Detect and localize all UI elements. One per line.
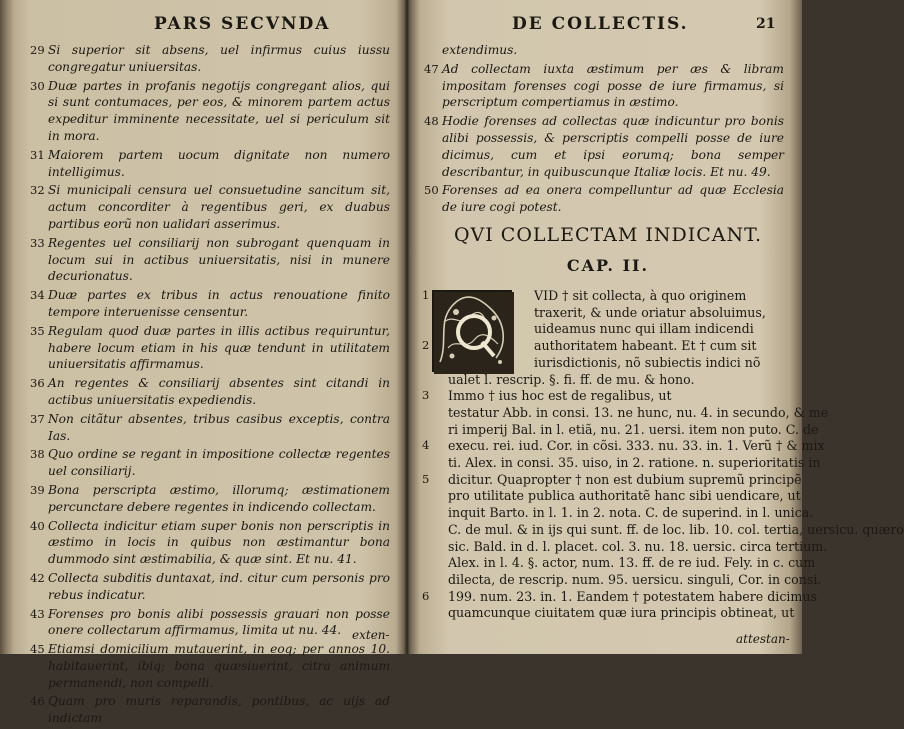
running-head-left: PARS SECVNDA xyxy=(154,14,331,34)
body-line: traxerit, & unde oriatur absoluimus, xyxy=(534,304,766,320)
margin-number: 4 xyxy=(422,438,430,453)
entry-text: Quam pro muris reparandis, pontibus, ac uijs ad indictam xyxy=(48,694,390,726)
chapter-title: QVI COLLECTAM INDICANT. xyxy=(453,224,763,246)
entry-number: 40 xyxy=(30,518,45,533)
summary-entry xyxy=(30,182,390,232)
catchword-left: exten- xyxy=(352,628,390,642)
entry-text: Regulam quod duæ partes in illis actibus requiruntur, habere locum etiam in his quæ tendunt in utilitatem uniuersitatis affirmamus. xyxy=(48,323,390,372)
summary-entry xyxy=(30,693,390,727)
entry-number: 33 xyxy=(30,235,45,250)
entry-number: 32 xyxy=(30,183,45,198)
entry-text: Regentes uel consiliarij non subrogant quenquam in locum sui in actibus uniuersitatis, nisi in munere decurionatus. xyxy=(48,235,390,284)
catchword-right: attestan- xyxy=(736,632,790,646)
left-page xyxy=(22,0,400,726)
entry-number: 35 xyxy=(30,323,45,338)
body-line: C. de mul. & in ijs qui sunt. ff. de loc. lib. 10. col. tertia, uersicu. quæro xyxy=(448,521,904,537)
left-summary-list xyxy=(30,42,390,729)
running-head-right: DE COLLECTIS. xyxy=(512,14,689,34)
entry-text: Si superior sit absens, uel infirmus cuius iussu congregatur uniuersitas. xyxy=(48,43,390,74)
summary-entry xyxy=(30,42,390,76)
entry-text: Maiorem partem uocum dignitate non numero intelligimus. xyxy=(48,147,390,179)
body-line: execu. rei. iud. Cor. in cõsi. 333. nu. 33. in. 1. Verũ † & mix xyxy=(448,438,825,454)
summary-entry xyxy=(424,113,784,180)
entry-number: 43 xyxy=(30,606,45,621)
body-line: dicitur. Quapropter † non est dubium supremũ principẽ xyxy=(448,471,802,487)
entry-number: 47 xyxy=(424,61,439,76)
entry-number: 30 xyxy=(30,78,45,93)
body-line: ti. Alex. in consi. 35. uiso, in 2. ratione. n. superioritatis in xyxy=(448,455,821,471)
summary-entry xyxy=(30,235,390,285)
right-summary-list xyxy=(424,42,784,218)
summary-entry xyxy=(30,78,390,145)
entry-number: 42 xyxy=(30,570,45,585)
entry-text: Non citãtur absentes, tribus casibus exceptis, contra Ias. xyxy=(48,411,390,443)
entry-number: 36 xyxy=(30,376,45,391)
body-line: inquit Barto. in l. 1. in 2. nota. C. de superind. in l. unica. xyxy=(448,505,814,521)
entry-text: Quo ordine se regant in impositione collectæ regentes uel consiliarij. xyxy=(48,447,390,479)
summary-entry xyxy=(424,61,784,111)
summary-entry xyxy=(30,570,390,604)
margin-number: 6 xyxy=(422,588,430,603)
body-line: testatur Abb. in consi. 13. ne hunc, nu. 4. in secundo, & me xyxy=(448,404,829,420)
margin-number: 1 xyxy=(422,288,430,302)
entry-number: 38 xyxy=(30,447,45,462)
entry-number: 50 xyxy=(424,183,439,198)
summary-entry xyxy=(30,446,390,480)
body-line: uideamus nunc qui illam indicendi xyxy=(534,321,754,337)
entry-text: Etiamsi domicilium mutauerint, in eoq; per annos 10. habitauerint, ibiq; bona quæsiuerint, citra animum permanendi, non compelli. xyxy=(48,642,390,690)
entry-number: 48 xyxy=(424,114,439,129)
margin-number: 3 xyxy=(422,388,430,403)
body-line: authoritatem habeant. Et † cum sit xyxy=(534,338,757,354)
entry-number: 34 xyxy=(30,288,45,303)
entry-text: An regentes & consiliarij absentes sint citandi in actibus uniuersitatis expediendis. xyxy=(48,376,390,407)
entry-text: Ad collectam iuxta æstimum per æs & libram impositam forenses cogi posse de iure firmamus, si perscriptum compertiamus in æstimo. xyxy=(442,61,784,110)
summary-entry xyxy=(30,606,390,640)
entry-text: Collecta indicitur etiam super bonis non perscriptis in æstimo in locis in quibus non æstimantur bona dummodo sint æstimabilia, & quæ sint. Et nu. 41. xyxy=(48,518,390,567)
entry-number: 37 xyxy=(30,411,45,426)
summary-entry xyxy=(30,482,390,516)
summary-entry xyxy=(424,182,784,216)
entry-number: 45 xyxy=(30,642,45,657)
entry-number: 31 xyxy=(30,147,45,162)
body-line: VID † sit collecta, à quo originem xyxy=(534,288,747,303)
chapter-number: CAP. II. xyxy=(566,256,650,275)
entry-number: 29 xyxy=(30,43,45,57)
body-line: sic. Bald. in d. l. placet. col. 3. nu. 18. uersic. circa tertium. xyxy=(448,538,828,554)
body-line: ualet l. rescrip. §. fi. ff. de mu. & hono. xyxy=(448,371,695,387)
margin-number: 2 xyxy=(422,338,430,353)
page-number: 21 xyxy=(756,16,776,32)
body-line: Immo † ius hoc est de regalibus, ut xyxy=(448,388,672,404)
entry-text: Duæ partes ex tribus in actus renouatione finito tempore interuenisse censentur. xyxy=(48,288,390,319)
entry-text: Bona perscripta æstimo, illorumq; æstimationem percunctare debere regentes in indicendo collectam. xyxy=(48,482,390,514)
body-line: dilecta, de rescrip. num. 95. uersicu. singuli, Cor. in consi. xyxy=(448,571,822,587)
summary-entry xyxy=(30,411,390,445)
right-page xyxy=(418,0,904,654)
body-line: Alex. in l. 4. §. actor, num. 13. ff. de re iud. Fely. in c. cum xyxy=(448,555,816,571)
summary-entry xyxy=(30,518,390,568)
margin-number: 5 xyxy=(422,471,430,486)
body-line: ri imperij Bal. in l. etiã, nu. 21. uersi. item non puto. C. de xyxy=(448,421,819,437)
summary-entry xyxy=(30,323,390,373)
summary-entry xyxy=(30,641,390,691)
body-line: 199. num. 23. in. 1. Eandem † potestatem habere dicimus xyxy=(448,588,817,604)
entry-text: extendimus. xyxy=(442,43,518,57)
entry-text: Collecta subditis duntaxat, ind. citur cum personis pro rebus indicatur. xyxy=(48,570,390,602)
entry-text: Duæ partes in profanis negotijs congregant alios, qui si sunt contumaces, per eos, & minorem partem actus expeditur imminente necessitate, uel si periculum sit in mora. xyxy=(48,78,390,143)
chapter-body-text xyxy=(448,288,904,622)
summary-entry xyxy=(30,287,390,321)
summary-entry xyxy=(424,42,784,59)
entry-text: Si municipali censura uel consuetudine sancitum sit, actum concorditer à regentibus geri, ex duabus partibus eorũ non ualidari asserimus. xyxy=(48,183,390,231)
body-line: iurisdictionis, nõ subiectis indici nõ xyxy=(534,354,761,370)
entry-text: Forenses ad ea onera compelluntur ad quæ Ecclesia de iure cogi potest. xyxy=(442,183,784,215)
body-line: quamcunque ciuitatem quæ iura principis obtineat, ut xyxy=(448,605,795,621)
entry-number: 39 xyxy=(30,482,45,497)
summary-entry xyxy=(30,375,390,409)
entry-text: Forenses pro bonis alibi possessis grauari non posse onere collectarum affirmamus, limita ut nu. 44. xyxy=(48,606,390,638)
entry-text: Hodie forenses ad collectas quæ indicuntur pro bonis alibi possessis, & perscriptis compelli posse de iure dicimus, cum et ipsi eorumq; bona semper describantur, in quibuscunque Italiæ locis. Et nu. 49. xyxy=(442,114,784,179)
body-line: pro utilitate publica authoritatẽ hanc sibi uendicare, ut xyxy=(448,488,801,504)
entry-number: 46 xyxy=(30,694,45,709)
summary-entry xyxy=(30,147,390,181)
